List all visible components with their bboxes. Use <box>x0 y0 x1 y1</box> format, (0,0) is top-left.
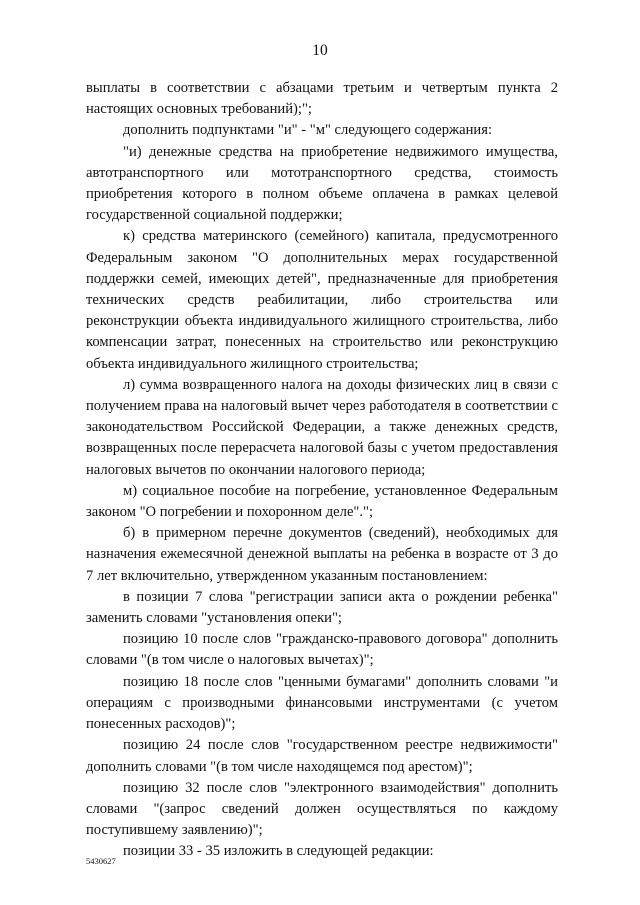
paragraph: позиции 33 - 35 изложить в следующей редакции: <box>123 843 434 860</box>
paragraph: позицию 18 после слов "ценными бумагами" дополнить словами "и операциям с производными финансовыми инструментами (с учетом понесенных расходов)"; <box>86 673 558 733</box>
paragraph: "и) денежные средства на приобретение недвижимого имущества, автотранспортного или мототранспортного средства, стоимость приобретения которого в полном объеме оплачена в рамках целевой государственной социальной поддержки; <box>86 143 558 224</box>
paragraph: м) социальное пособие на погребение, установленное Федеральным законом "О погребении и похоронном деле"."; <box>86 482 558 521</box>
page-number: 10 <box>312 42 328 59</box>
footer-code: 5430627 <box>86 856 116 866</box>
paragraph: б) в примерном перечне документов (сведений), необходимых для назначения ежемесячной денежной выплаты на ребенка в возрасте от 3 до 7 лет включительно, утвержденном указанным постановлением: <box>86 525 558 584</box>
paragraph: позицию 24 после слов "государственном реестре недвижимости" дополнить словами "(в том числе находящемся под арестом)"; <box>86 737 558 775</box>
paragraph: к) средства материнского (семейного) капитала, предусмотренного Федеральным законом "О дополнительных мерах государственной поддержки семей, имеющих детей", предназначенные для приобретения технических средств реабилитации, либо строительства или реконструкции объекта индивидуального жилищного строительства, либо компенсации затрат, понесенных на строительство или реконструкцию объекта индивидуального жилищного строительства; <box>86 228 558 372</box>
paragraph: позицию 10 после слов "гражданско-правового договора" дополнить словами "(в том числе о налоговых вычетах)"; <box>86 631 558 669</box>
paragraph: в позиции 7 слова "регистрации записи акта о рождении ребенка" заменить словами "установления опеки"; <box>86 588 558 627</box>
paragraph: позицию 32 после слов "электронного взаимодействия" дополнить словами "(запрос сведений должен осуществляться по каждому поступившему заявлению)"; <box>86 779 558 839</box>
paragraph: выплаты в соответствии с абзацами третьим и четвертым пункта 2 настоящих основных требований);"; <box>86 80 558 118</box>
document-body <box>86 78 558 863</box>
paragraph: дополнить подпунктами "и" - "м" следующего содержания: <box>123 122 493 139</box>
paragraph: л) сумма возвращенного налога на доходы физических лиц в связи с получением права на налоговый вычет через работодателя в соответствии с законодательством Российской Федерации, а также денежных средств, возвращенных после перерасчета налоговой базы с учетом предоставления налоговых вычетов по окончании налогового периода; <box>86 376 558 478</box>
